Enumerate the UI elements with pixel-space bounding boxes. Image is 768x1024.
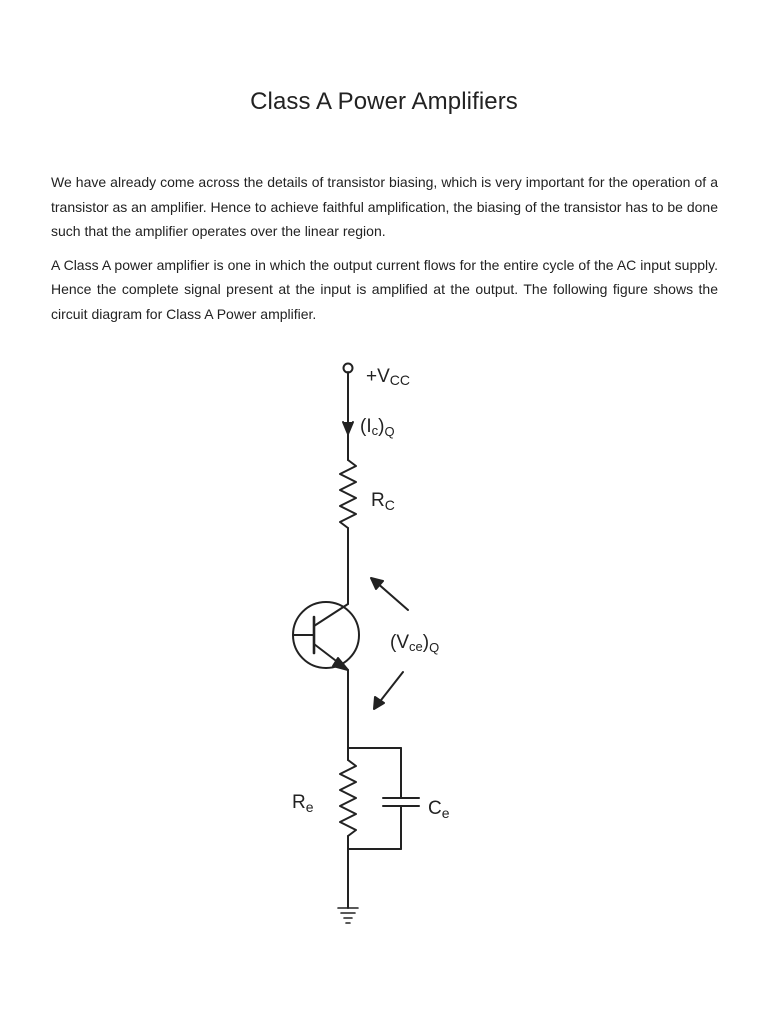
- label-ce: $C_e$: [428, 798, 450, 821]
- paragraph-biasing: We have already come across the details of transistor biasing, which is very important for the operation of a transistor as an amplifier. Hence to achieve faithful amplification, the biasing of the transistor has to be done such that the amplifier operates over the linear region.: [51, 174, 718, 239]
- label-vcc: +VCC: [366, 366, 411, 388]
- vce-arrow-up: [376, 582, 408, 610]
- article-body: [51, 170, 718, 335]
- rc-resistor: [340, 460, 356, 528]
- page-title: Class A Power Amplifiers: [250, 88, 518, 115]
- current-arrow-icon: [343, 422, 353, 434]
- label-rc: $R_C$: [371, 490, 395, 513]
- re-resistor: [340, 760, 356, 836]
- ground-icon: [338, 908, 358, 923]
- label-vceq: $(Vce)_Q$: [390, 632, 440, 655]
- circuit-svg: [270, 352, 480, 952]
- label-re: $R_e$: [292, 792, 314, 815]
- collector-lead: [314, 604, 348, 626]
- vce-arrow-down: [378, 672, 403, 704]
- paragraph-class-a-definition: A Class A power amplifier is one in which the output current flows for the entire cycle of the AC input supply. Hence the complete signal present at the input is amplified at the output. The following figure shows the circuit diagram for Class A Power amplifier.: [51, 256, 718, 322]
- label-icq: $(Ic)_Q$: [360, 416, 395, 439]
- class-a-circuit-diagram: [270, 352, 480, 952]
